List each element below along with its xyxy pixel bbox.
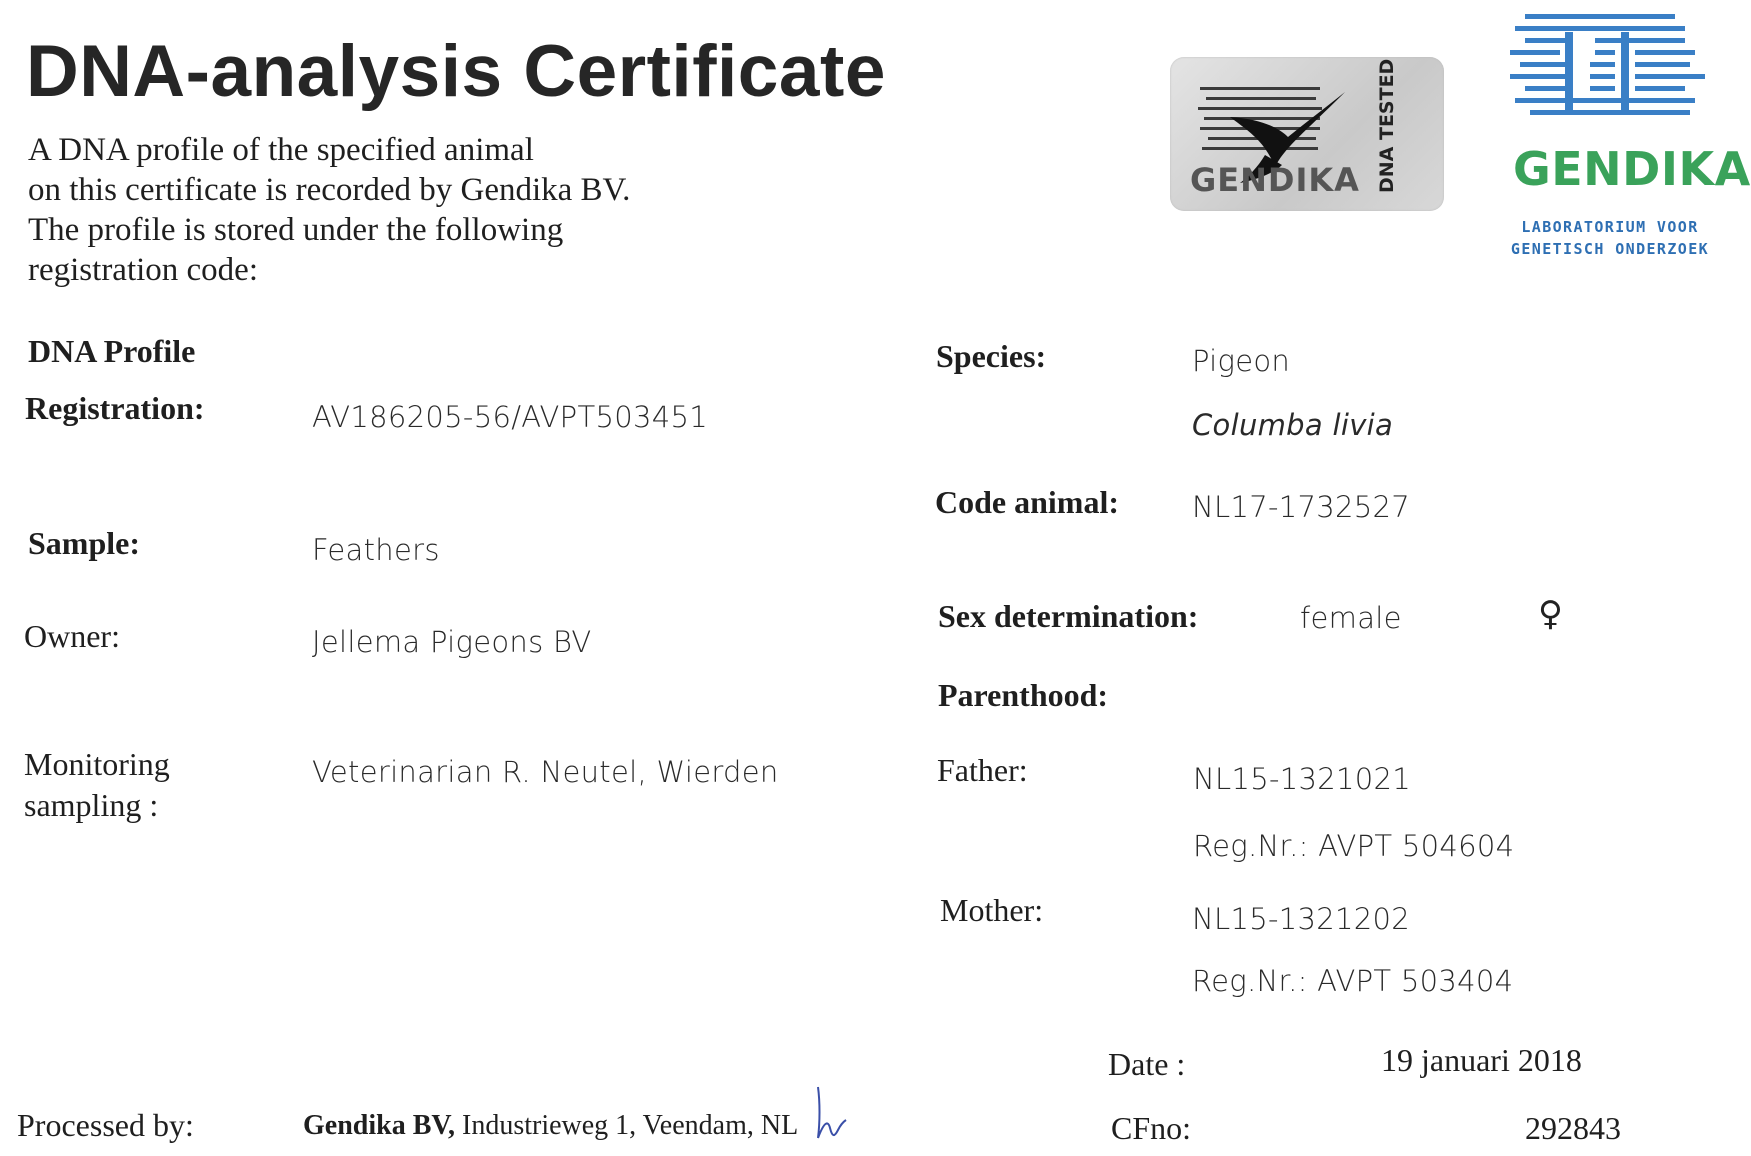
father-reg: Reg.Nr.: AVPT 504604 (1193, 829, 1515, 863)
gendika-grid-icon (1505, 12, 1715, 122)
gendika-logo-word: GENDIKA (1513, 142, 1751, 196)
background-watermark-table (540, 740, 1180, 1140)
code-animal-value: NL17-1732527 (1192, 490, 1410, 524)
sex-determination-label: Sex determination: (938, 598, 1199, 634)
dna-profile-label: DNA Profile (28, 333, 196, 369)
date-label: Date : (1108, 1046, 1186, 1082)
mother-label: Mother: (940, 892, 1044, 928)
cfno-label: CFno: (1111, 1110, 1192, 1146)
intro-paragraph (28, 130, 630, 290)
cfno-value: 292843 (1525, 1110, 1621, 1146)
signature-icon (810, 1082, 850, 1142)
father-code: NL15-1321021 (1193, 762, 1411, 796)
monitoring-label-line: Monitoring (24, 746, 170, 782)
sample-value: Feathers (312, 533, 440, 567)
sample-label: Sample: (28, 525, 140, 561)
registration-value: AV186205-56/AVPT503451 (312, 400, 708, 434)
gendika-sub-line: LABORATORIUM VOOR (1521, 218, 1699, 236)
sex-value: female (1300, 601, 1402, 635)
monitoring-label (24, 744, 170, 826)
owner-label: Owner: (24, 618, 120, 654)
processed-company: Gendika BV, (303, 1110, 455, 1141)
gendika-logo-subtitle (1505, 216, 1715, 260)
code-animal-label: Code animal: (935, 484, 1119, 520)
gendika-logo (1505, 12, 1751, 262)
date-value: 19 januari 2018 (1381, 1042, 1582, 1078)
processed-by-label: Processed by: (17, 1107, 194, 1143)
dna-tested-badge (1170, 57, 1444, 211)
intro-line: A DNA profile of the specified animal (28, 132, 534, 168)
owner-value: Jellema Pigeons BV (312, 625, 592, 659)
intro-line: registration code: (28, 252, 259, 288)
badge-tested-label: DNA TESTED (1376, 58, 1398, 193)
processed-address: Industrieweg 1, Veendam, NL (455, 1110, 799, 1141)
monitoring-label-line: sampling : (24, 787, 159, 823)
mother-code: NL15-1321202 (1192, 902, 1410, 936)
father-label: Father: (937, 752, 1028, 788)
mother-reg: Reg.Nr.: AVPT 503404 (1192, 964, 1514, 998)
monitoring-value: Veterinarian R. Neutel, Wierden (312, 755, 779, 789)
page-title: DNA-analysis Certificate (26, 31, 886, 112)
parenthood-label: Parenthood: (938, 677, 1109, 713)
intro-line: The profile is stored under the following (28, 212, 564, 248)
processed-by-value (303, 1110, 798, 1142)
badge-brand: GENDIKA (1190, 161, 1360, 199)
species-label: Species: (936, 338, 1047, 374)
species-common-value: Pigeon (1192, 344, 1291, 378)
female-icon: ♀ (1538, 594, 1563, 634)
gendika-sub-line: GENETISCH ONDERZOEK (1510, 240, 1710, 258)
species-latin-value: Columba livia (1192, 408, 1394, 442)
intro-line: on this certificate is recorded by Gendika BV. (28, 172, 631, 208)
registration-label: Registration: (25, 390, 205, 426)
